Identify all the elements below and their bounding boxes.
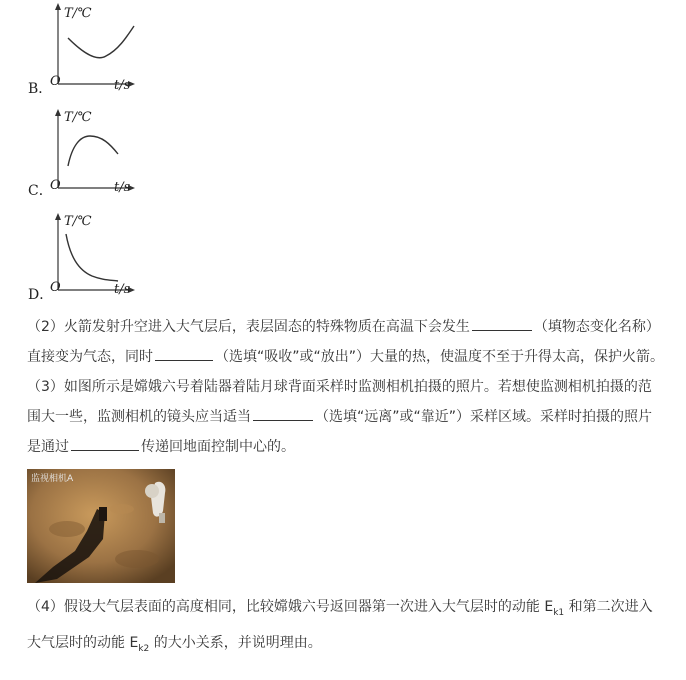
q4-sub-k1: k1	[553, 607, 565, 618]
q4-text-1b: 和第二次进入	[564, 599, 653, 615]
option-b-origin: O	[50, 74, 61, 89]
q2-line-2	[27, 342, 667, 372]
q4-text-2b: 的大小关系，并说明理由。	[149, 634, 322, 651]
question-2	[27, 312, 667, 372]
q3-text-3b: 传递回地面控制中心的。	[141, 439, 295, 455]
q2-blank-2[interactable]	[155, 343, 213, 361]
question-4	[27, 592, 667, 664]
q4-sub-k2: k2	[138, 643, 150, 654]
q3-text-3a: 是通过	[27, 439, 69, 455]
option-d-xlabel: t/s	[114, 282, 131, 297]
q4-line-2	[27, 628, 667, 664]
q3-line-1: （3）如图所示是嫦娥六号着陆器着陆月球背面采样时监测相机拍摄的照片。若想使监测相机拍摄的范	[27, 379, 652, 395]
q3-line-3	[27, 432, 667, 462]
monitoring-camera-photo	[27, 469, 175, 583]
option-b-graph	[10, 0, 150, 100]
option-d-ylabel: T/℃	[64, 214, 92, 229]
option-c-letter: C．	[28, 183, 53, 199]
q3-blank-1[interactable]	[253, 403, 313, 421]
photo-label: 监视相机A	[31, 474, 74, 484]
option-c-curve	[68, 136, 118, 166]
q2-text-2a: 直接变为气态，同时	[27, 349, 153, 365]
q2-line-1	[27, 312, 667, 342]
option-b-xlabel: t/s	[114, 78, 131, 93]
option-d-graph	[10, 210, 150, 310]
option-c-graph	[10, 106, 150, 206]
option-c-origin: O	[50, 178, 61, 193]
option-b-ylabel: T/℃	[64, 6, 92, 21]
q2-text-1b: （填物态变化名称）	[533, 319, 660, 335]
option-d-origin: O	[50, 280, 61, 295]
q2-text-2b: （选填“吸收”或“放出”）大量的热，使温度不至于升得太高，保护火箭。	[215, 349, 665, 365]
option-c-xlabel: t/s	[114, 180, 131, 195]
q3-text-2a: 围大一些，监测相机的镜头应当适当	[27, 409, 251, 425]
option-b-curve	[68, 26, 134, 58]
question-3	[27, 372, 667, 462]
q3-blank-2[interactable]	[71, 433, 139, 451]
option-d-curve	[66, 234, 118, 281]
q2-text-1a: （2）火箭发射升空进入大气层后，表层固态的特殊物质在高温下会发生	[27, 319, 470, 335]
q4-text-1a: （4）假设大气层表面的高度相同，比较嫦娥六号返回器第一次进入大气层时的动能 E	[27, 599, 554, 615]
q4-text-2a: 大气层时的动能 E	[27, 634, 139, 651]
option-d-letter: D．	[28, 287, 54, 303]
lunar-surface-image	[27, 469, 175, 583]
q3-text-2b: （选填“远离”或“靠近”）采样区域。采样时拍摄的照片	[315, 409, 653, 425]
option-c-ylabel: T/℃	[64, 110, 92, 125]
q3-line-2	[27, 402, 667, 432]
q2-blank-1[interactable]	[472, 313, 532, 331]
q4-line-1	[27, 592, 667, 628]
option-b-letter: B．	[28, 81, 53, 97]
